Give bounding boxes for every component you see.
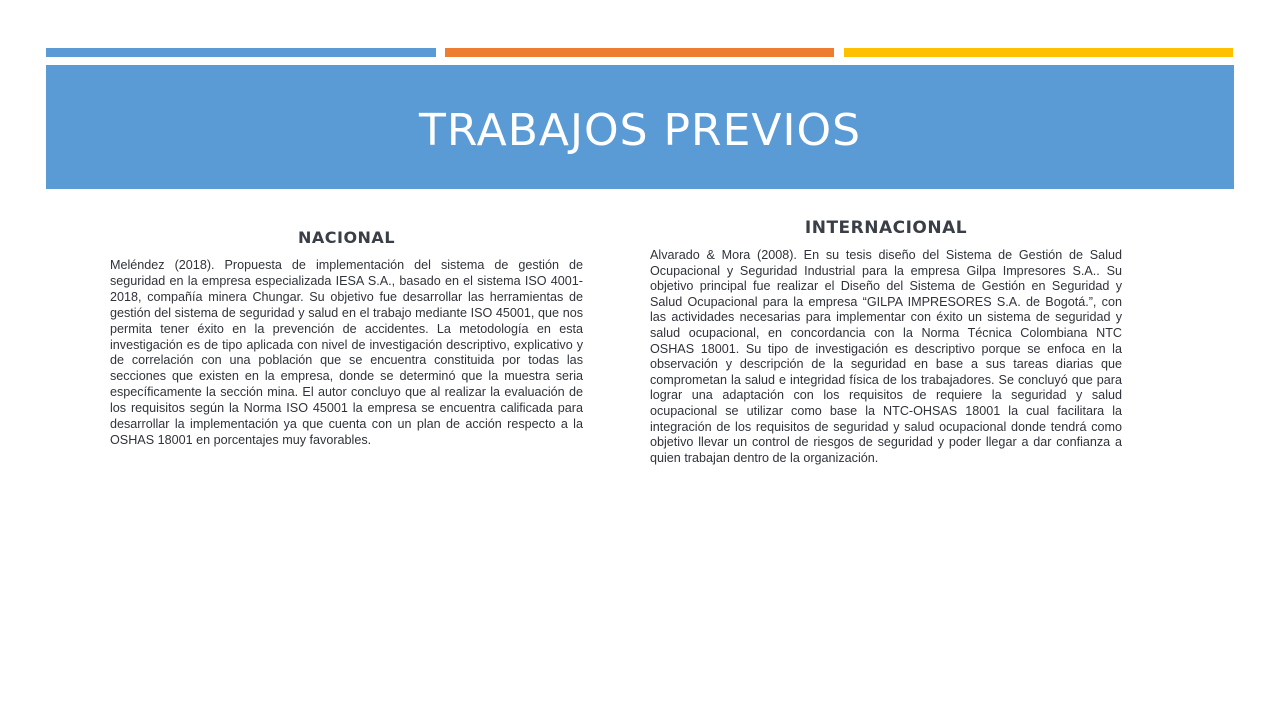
accent-bar-blue: [46, 48, 436, 57]
nacional-column: [110, 227, 583, 449]
accent-bar-yellow: [844, 48, 1233, 57]
internacional-body-text: Alvarado & Mora (2008). En su tesis diseño del Sistema de Gestión de Salud Ocupacional y Seguridad Industrial para la empresa Gilpa Impresores S.A.. Su objetivo principal fue realizar el Diseño del Sistema de Gestión en Seguridad y Salud Ocupacional para la empresa “GILPA IMPRESORES S.A. de Bogotá.”, con las actividades necesarias para implementar con éxito un sistema de seguridad y salud ocupacional, en concordancia con la Norma Técnica Colombiana NTC OSHAS 18001. Su tipo de investigación es descriptivo porque se enfoca en la observación y descripción de la seguridad en base a sus tareas diarias que comprometan la salud e integridad física de los trabajadores. Se concluyó que para lograr una adaptación con los requisitos de requiere la seguridad y salud ocupacional se utilizar como base la NTC-OHSAS 18001 la cual facilitara la integración de los requisitos de seguridad y salud ocupacional donde tendrá como objetivo llevar un control de riesgos de seguridad y poder llegar a dar confianza a quien trabajan dentro de la organización.: [650, 248, 1122, 465]
accent-bar-orange: [445, 48, 834, 57]
slide-title: TRABAJOS PREVIOS: [418, 104, 862, 156]
nacional-body-text: Meléndez (2018). Propuesta de implementación del sistema de gestión de seguridad en la empresa especializada IESA S.A., basado en el sistema ISO 4001-2018, compañía minera Chungar. Su objetivo fue desarrollar las herramientas de gestión del sistema de seguridad y salud en el trabajo mediante ISO 45001, que nos permita tener éxito en la prevención de accidentes. La metodología en esta investigación es de tipo aplicada con nivel de investigación descriptivo, explicativo y de correlación con una población que se encuentra constituida por todas las secciones que existen en la empresa, donde se determinó que la muestra seria específicamente la sección mina. El autor concluyo que al realizar la evaluación de los requisitos según la Norma ISO 45001 la empresa se encuentra calificada para desarrollar la implementación ya que cuenta con un plan de acción respecto a la OSHAS 18001 en porcentajes muy favorables.: [110, 258, 583, 447]
internacional-column: [650, 217, 1122, 466]
internacional-heading: INTERNACIONAL: [804, 218, 968, 238]
title-banner: [46, 65, 1234, 189]
nacional-heading: NACIONAL: [297, 228, 396, 247]
